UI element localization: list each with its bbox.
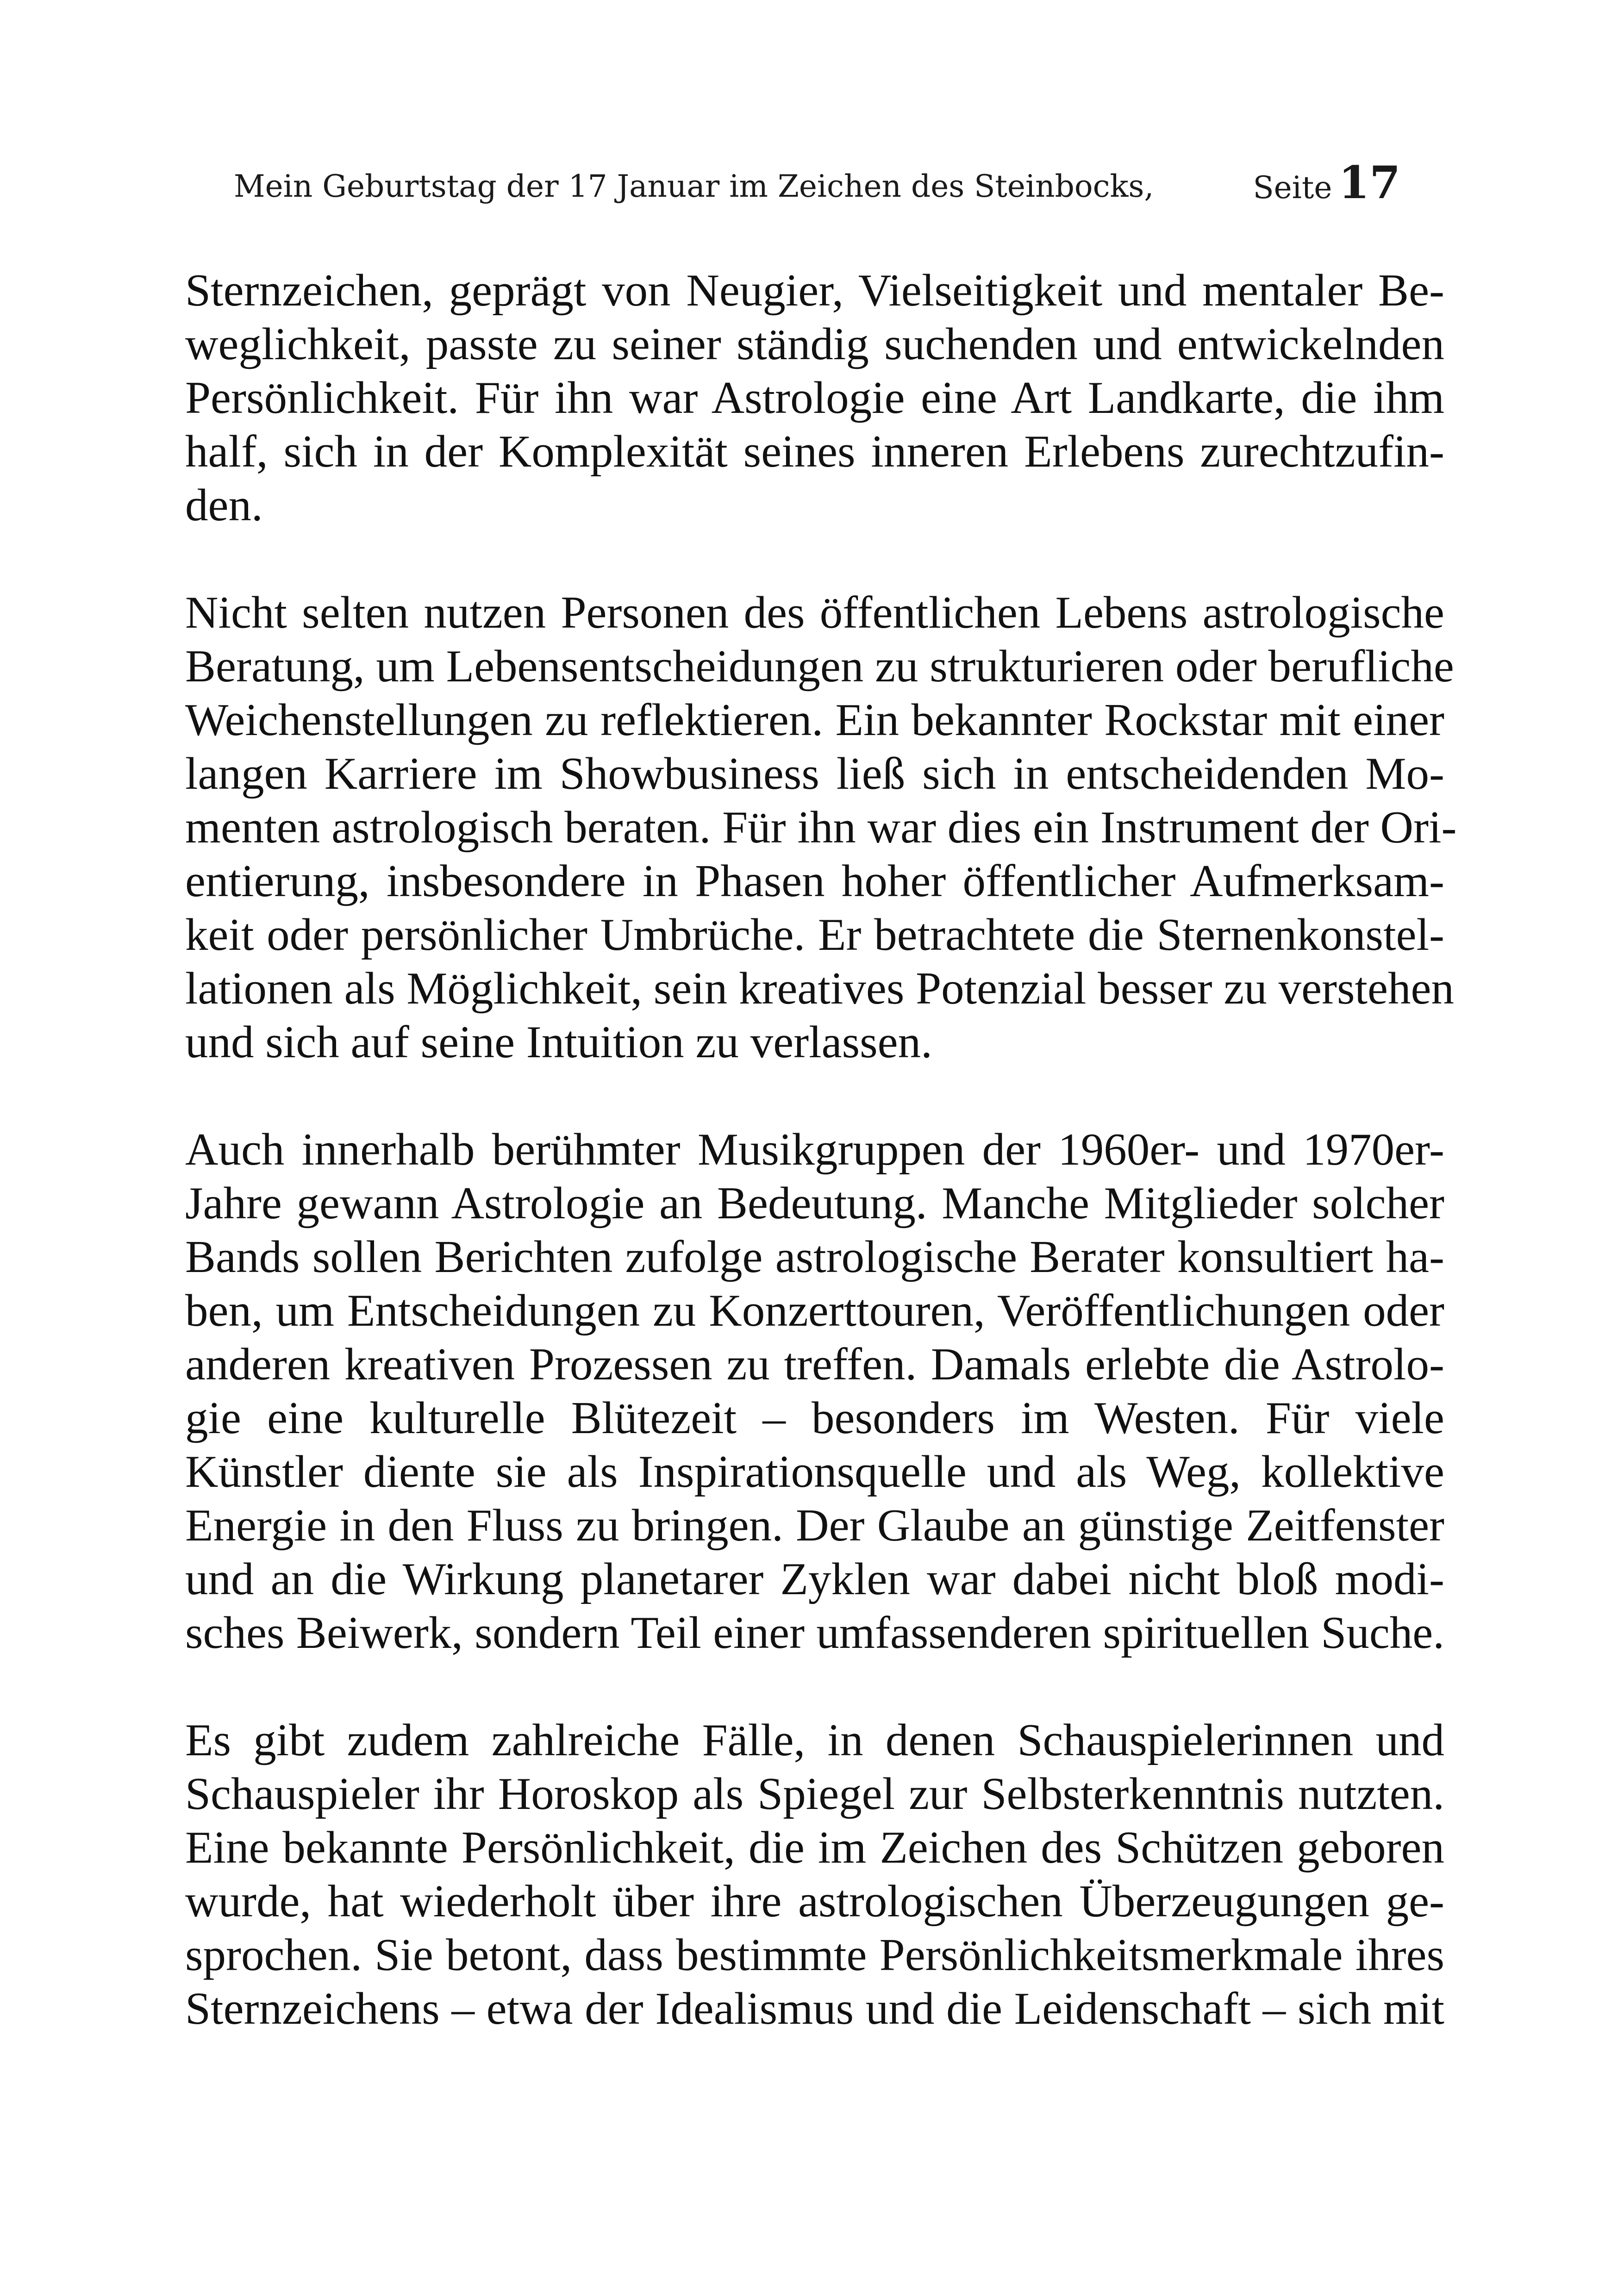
text-line: Weichenstellungen zu reflektieren. Ein bekannter Rockstar mit einer: [185, 695, 1444, 745]
paragraph-4: [185, 1714, 1444, 2036]
header-title: Mein Geburtstag der 17 Januar im Zeichen des Steinbocks,: [234, 168, 1154, 204]
text-line: Eine bekannte Persönlichkeit, die im Zeichen des Schützen geboren: [185, 1822, 1444, 1873]
text-line: sches Beiwerk, sondern Teil einer umfassenderen spirituellen Suche.: [185, 1608, 1444, 1658]
text-line: Beratung, um Lebensentscheidungen zu strukturieren oder berufliche: [185, 641, 1454, 692]
text-line: Sternzeichen, geprägt von Neugier, Vielseitigkeit und mentaler Be-: [185, 265, 1444, 316]
text-line: Jahre gewann Astrologie an Bedeutung. Manche Mitglieder solcher: [185, 1178, 1444, 1229]
text-line: Künstler diente sie als Inspirationsquelle und als Weg, kollektive: [185, 1447, 1444, 1497]
text-line: Nicht selten nutzen Personen des öffentlichen Lebens astrologische: [185, 587, 1444, 638]
page-number: 17: [1338, 156, 1400, 209]
text-line: langen Karriere im Showbusiness ließ sich in entscheidenden Mo-: [185, 748, 1444, 799]
text-line: Persönlichkeit. Für ihn war Astrologie eine Art Landkarte, die ihm: [185, 373, 1444, 423]
text-line: Auch innerhalb berühmter Musikgruppen der 1960er- und 1970er-: [185, 1124, 1444, 1175]
paragraph-1: [185, 264, 1444, 532]
body-text: [185, 264, 1457, 2089]
text-line: menten astrologisch beraten. Für ihn war dies ein Instrument der Ori-: [185, 802, 1457, 853]
text-line: Sternzeichens – etwa der Idealismus und die Leidenschaft – sich mit: [185, 1983, 1444, 2034]
text-line: wurde, hat wiederholt über ihre astrologischen Überzeugungen ge-: [185, 1876, 1444, 1927]
text-line: den.: [185, 480, 263, 530]
text-line: anderen kreativen Prozessen zu treffen. Damals erlebte die Astrolo-: [185, 1339, 1444, 1390]
text-line: und an die Wirkung planetarer Zyklen war dabei nicht bloß modi-: [185, 1554, 1444, 1604]
text-line: lationen als Möglichkeit, sein kreatives Potenzial besser zu verstehen: [185, 963, 1454, 1014]
text-line: und sich auf seine Intuition zu verlassen.: [185, 1017, 932, 1067]
page-label: Seite: [1253, 170, 1332, 206]
text-line: ben, um Entscheidungen zu Konzerttouren, Veröffentlichungen oder: [185, 1285, 1444, 1336]
text-line: weglichkeit, passte zu seiner ständig suchenden und entwickelnden: [185, 319, 1444, 369]
text-line: gie eine kulturelle Blütezeit – besonders im Westen. Für viele: [185, 1393, 1444, 1443]
text-line: Energie in den Fluss zu bringen. Der Glaube an günstige Zeitfenster: [185, 1500, 1444, 1551]
text-line: half, sich in der Komplexität seines inneren Erlebens zurechtzufin-: [185, 426, 1444, 477]
text-line: Schauspieler ihr Horoskop als Spiegel zur Selbsterkenntnis nutzten.: [185, 1769, 1444, 1819]
page-indicator: [1253, 156, 1400, 219]
text-line: keit oder persönlicher Umbrüche. Er betrachtete die Sternenkonstel-: [185, 910, 1444, 960]
running-header: [234, 156, 1400, 215]
text-line: entierung, insbesondere in Phasen hoher öffentlicher Aufmerksam-: [185, 856, 1444, 906]
text-line: Bands sollen Berichten zufolge astrologische Berater konsultiert ha-: [185, 1232, 1444, 1282]
paragraph-2: [185, 586, 1457, 1069]
text-line: Es gibt zudem zahlreiche Fälle, in denen Schauspielerinnen und: [185, 1715, 1444, 1765]
paragraph-3: [185, 1123, 1444, 1660]
text-line: sprochen. Sie betont, dass bestimmte Persönlichkeitsmerkmale ihres: [185, 1930, 1444, 1980]
